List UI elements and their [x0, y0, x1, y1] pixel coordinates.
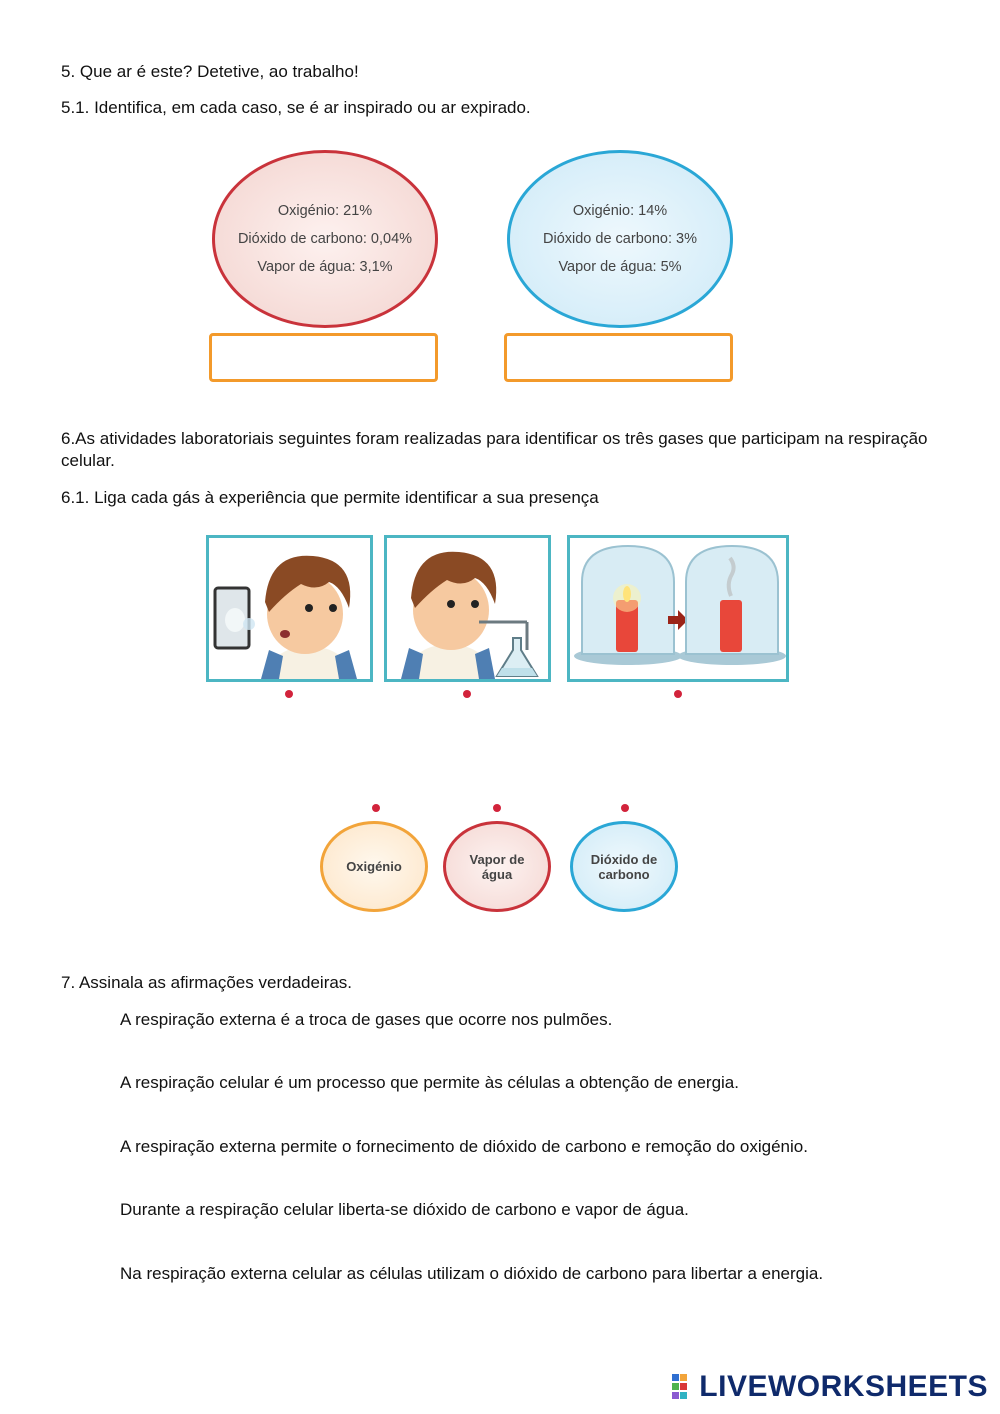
- match-dot-gas-co2[interactable]: [621, 804, 629, 812]
- match-dot-experiment-1[interactable]: [285, 690, 293, 698]
- statement-5[interactable]: Na respiração externa celular as células utilizam o dióxido de carbono para libertar a energia.: [120, 1264, 824, 1283]
- liveworksheets-logo-text: LIVEWORKSHEETS: [699, 1370, 988, 1403]
- boy-breathing-on-mirror-illustration: [209, 538, 370, 679]
- experiment-candle-panel: [567, 535, 789, 682]
- gas-oxygen-bubble: [320, 821, 428, 912]
- gas-oxygen-label: Oxigénio: [346, 859, 402, 874]
- oxygen-value: Oxigénio: 21%: [277, 203, 373, 219]
- co2-value: Dióxido de carbono: 0,04%: [237, 231, 413, 247]
- match-dot-experiment-3[interactable]: [674, 690, 682, 698]
- answer-input-sample-2[interactable]: [504, 333, 733, 382]
- co2-value: Dióxido de carbono: 3%: [543, 231, 697, 247]
- experiment-limewater-panel: [384, 535, 551, 682]
- water-vapor-value: Vapor de água: 3,1%: [257, 259, 393, 275]
- section-5-title: 5. Que ar é este? Detetive, ao trabalho!: [61, 62, 359, 81]
- gas-co2-label: Dióxido de carbono: [590, 851, 658, 882]
- boy-blowing-into-flask-illustration: [387, 538, 548, 679]
- section-5-1-instruction: 5.1. Identifica, em cada caso, se é ar inspirado ou ar expirado.: [61, 98, 531, 117]
- water-vapor-value: Vapor de água: 5%: [558, 259, 682, 275]
- gas-water-vapor-bubble: [443, 821, 551, 912]
- section-6-title: 6.As atividades laboratoriais seguintes foram realizadas para identificar os três gases que participam na respiração celular.: [61, 429, 928, 470]
- gas-co2-bubble: [570, 821, 678, 912]
- air-sample-1-bubble: [212, 150, 438, 328]
- liveworksheets-logo-icon: [672, 1374, 696, 1400]
- oxygen-value: Oxigénio: 14%: [572, 203, 668, 219]
- answer-input-sample-1[interactable]: [209, 333, 438, 382]
- match-dot-experiment-2[interactable]: [463, 690, 471, 698]
- statement-1[interactable]: A respiração externa é a troca de gases que ocorre nos pulmões.: [120, 1010, 613, 1029]
- liveworksheets-logo: [672, 1370, 988, 1404]
- match-dot-gas-oxygen[interactable]: [372, 804, 380, 812]
- experiment-mirror-panel: [206, 535, 373, 682]
- air-sample-2-bubble: [507, 150, 733, 328]
- statement-2[interactable]: A respiração celular é um processo que permite às células a obtenção de energia.: [120, 1073, 739, 1092]
- candle-bell-jar-illustration: [570, 538, 786, 679]
- section-7-title: 7. Assinala as afirmações verdadeiras.: [61, 973, 353, 992]
- match-dot-gas-water-vapor[interactable]: [493, 804, 501, 812]
- statement-3[interactable]: A respiração externa permite o fornecimento de dióxido de carbono e remoção do oxigénio.: [120, 1137, 808, 1156]
- statement-4[interactable]: Durante a respiração celular liberta-se dióxido de carbono e vapor de água.: [120, 1200, 689, 1219]
- section-6-1-instruction: 6.1. Liga cada gás à experiência que permite identificar a sua presença: [61, 488, 599, 507]
- gas-water-vapor-label: Vapor de água: [469, 851, 525, 882]
